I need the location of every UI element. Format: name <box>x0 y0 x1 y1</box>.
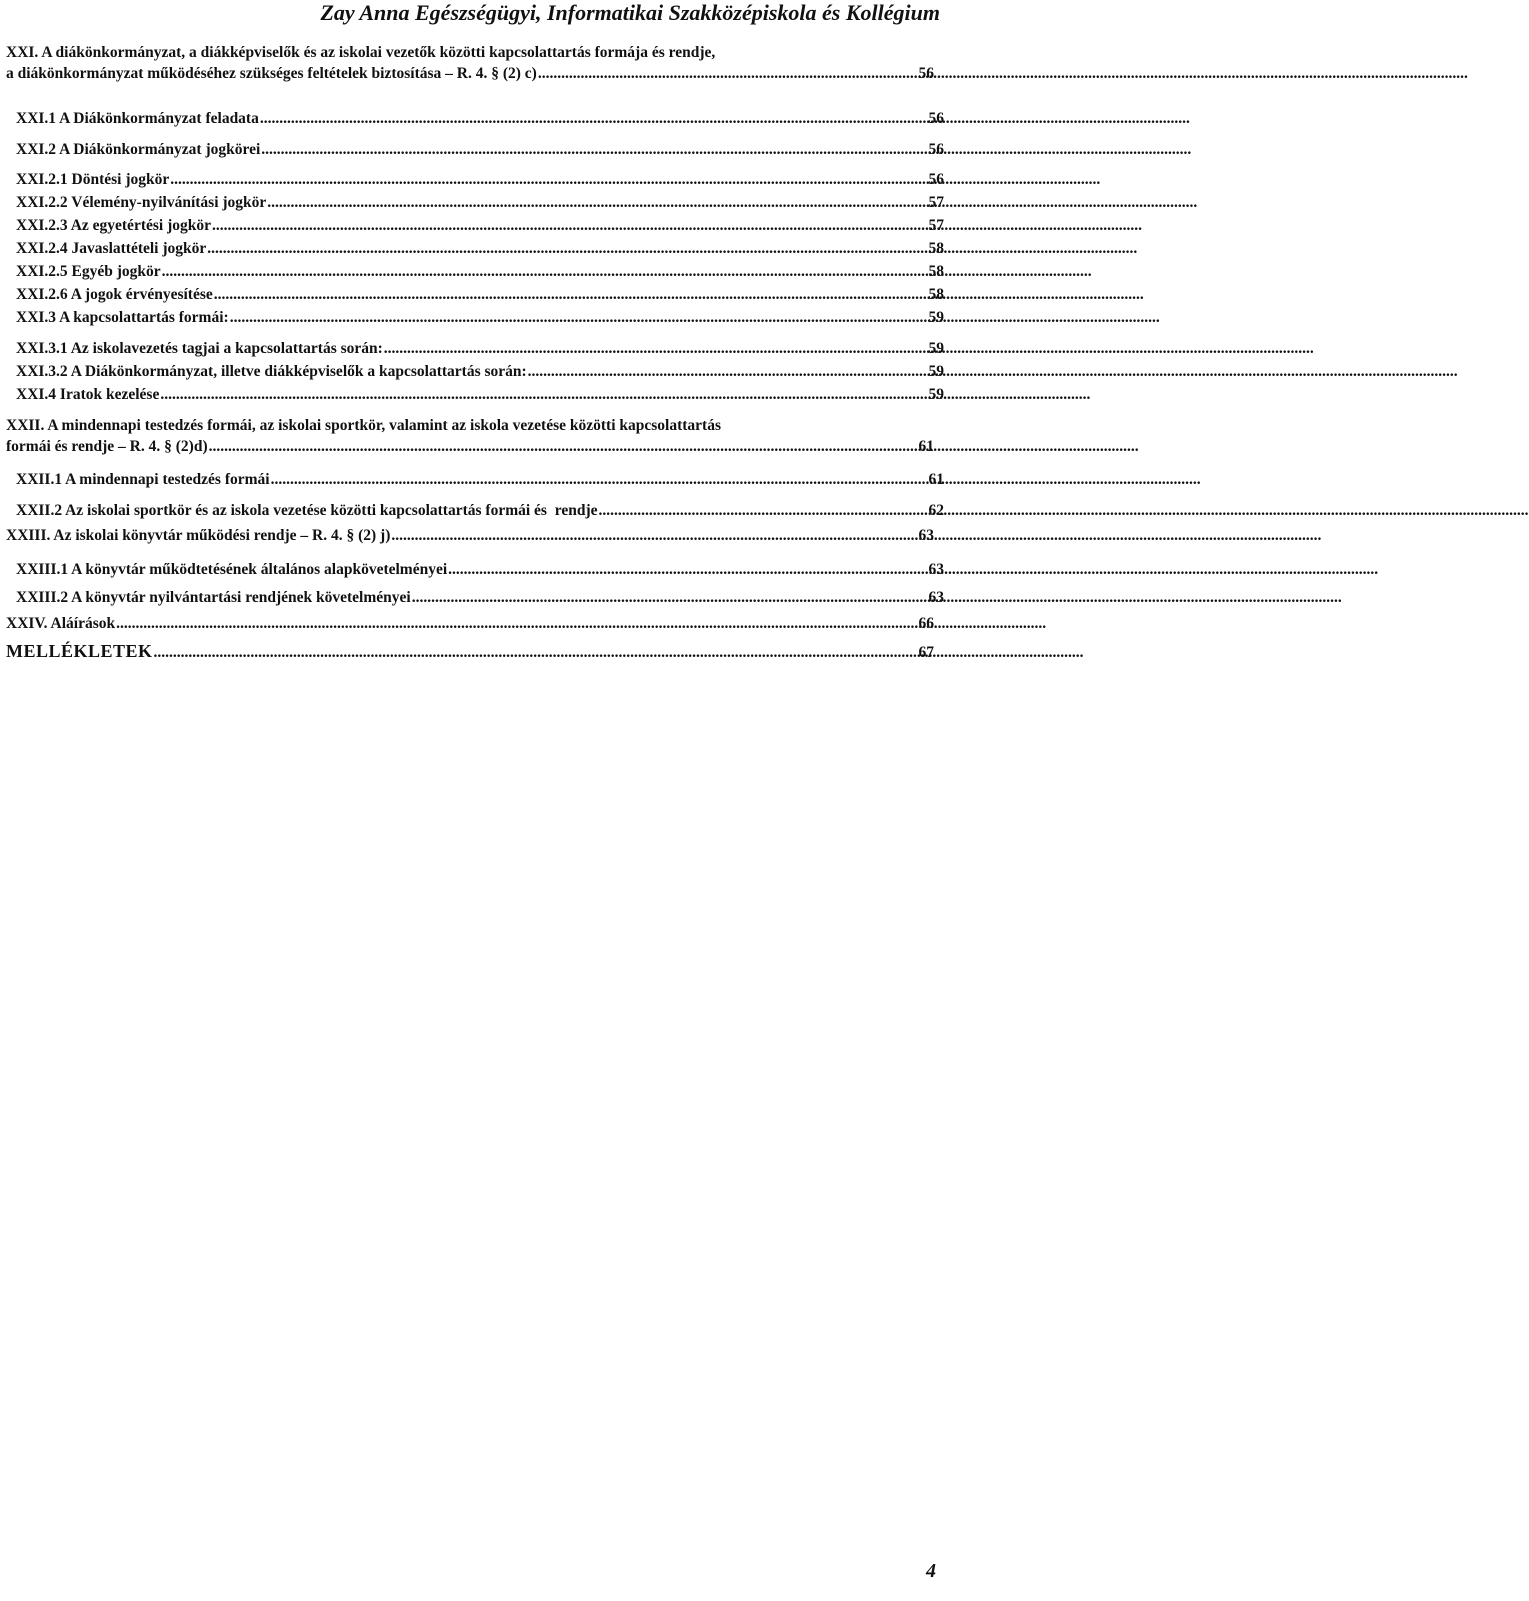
toc-page-number: 67 <box>918 644 934 661</box>
toc-entry-text: XXIII.1 A könyvtár működtetésének általános alapkövetelményei <box>16 561 448 578</box>
toc-leader-dots <box>261 139 927 160</box>
toc-page-number: 59 <box>928 309 944 326</box>
toc-page-number: 59 <box>928 386 944 403</box>
toc-leader-dots <box>160 384 927 405</box>
toc-entry-text: XXI.1 A Diákönkormányzat feladata <box>16 110 259 127</box>
page-number: 4 <box>926 1560 936 1582</box>
toc-leader-dots <box>391 525 917 546</box>
toc-entry-line1: XXI. A diákönkormányzat, a diákképviselők és az iskolai vezetők közötti kapcsolattartás formája és rendje, <box>6 44 716 61</box>
toc-entry-text: XXII.2 Az iskolai sportkör és az iskola vezetése közötti kapcsolattartás formái és <box>16 502 547 519</box>
page-header-title: Zay Anna Egészségügyi, Informatikai Szakközépiskola és Kollégium <box>320 0 940 25</box>
toc-entry-text: XXI.4 Iratok kezelése <box>16 386 160 403</box>
toc-entry-xxi-2-5[interactable] <box>6 261 944 282</box>
toc-entry-text: XXI.3 A kapcsolattartás formái: <box>16 309 229 326</box>
toc-leader-dots <box>214 284 928 305</box>
toc-entry-text: XXIII. Az iskolai könyvtár működési rendje – R. 4. § (2) j) <box>6 527 391 544</box>
toc-entry-xxi-3[interactable] <box>6 307 944 328</box>
toc-entry-xxi-3-2[interactable] <box>6 361 944 382</box>
toc-entry-xxi-2-6[interactable] <box>6 284 944 305</box>
toc-leader-dots <box>209 436 918 457</box>
toc-leader-dots <box>162 261 928 282</box>
toc-entry-xxi-3-1[interactable] <box>6 338 944 359</box>
toc-leader-dots <box>384 338 928 359</box>
toc-page-number: 63 <box>928 589 944 606</box>
toc-page-number: 58 <box>928 286 944 303</box>
toc-entry-xxii-2[interactable] <box>6 500 944 521</box>
toc-entry-text: XXIV. Aláírások <box>6 615 116 632</box>
toc-leader-dots <box>448 559 927 580</box>
toc-entry-text: a diákönkormányzat működéséhez szükséges feltételek biztosítása – R. 4. § (2) c) <box>6 65 537 82</box>
toc-leader-dots <box>599 500 928 521</box>
toc-entry-xxi[interactable] <box>6 42 934 84</box>
toc-entry-text: XXII.1 A mindennapi testedzés formái <box>16 471 270 488</box>
toc-page-number: 58 <box>928 263 944 280</box>
toc-page-number: 59 <box>928 340 944 357</box>
toc-leader-dots <box>260 108 928 129</box>
toc-entry-xxiv[interactable] <box>6 613 934 634</box>
toc-entry-text: XXI.2.5 Egyéb jogkör <box>16 263 161 280</box>
toc-entry-xxi-1[interactable] <box>6 108 944 129</box>
toc-leader-dots <box>267 192 927 213</box>
toc-page-number: 63 <box>918 527 934 544</box>
toc-page-number: 56 <box>918 65 934 82</box>
toc-entry-text: MELLÉKLETEK <box>6 641 153 661</box>
toc-entry-xxi-2-2[interactable] <box>6 192 944 213</box>
toc-page-number: 56 <box>928 141 944 158</box>
toc-entry-text: XXI.2.4 Javaslattételi jogkör <box>16 240 207 257</box>
toc-leader-dots <box>412 587 928 608</box>
toc-leader-dots <box>230 307 928 328</box>
toc-page-number: 61 <box>918 438 934 455</box>
toc-leader-dots <box>207 238 927 259</box>
toc-leader-dots <box>212 215 928 236</box>
toc-entry-xxii[interactable] <box>6 415 934 457</box>
toc-page-number: 57 <box>928 194 944 211</box>
toc-entry-text: XXI.2 A Diákönkormányzat jogkörei <box>16 141 261 158</box>
toc-page-number: 62 <box>928 502 944 519</box>
toc-entry-line1: XXII. A mindennapi testedzés formái, az iskolai sportkör, valamint az iskola vezetése közötti kapcsolattartás <box>6 417 721 434</box>
toc-entry-xxi-4[interactable] <box>6 384 944 405</box>
toc-entry-text: XXI.2.1 Döntési jogkör <box>16 171 170 188</box>
toc-entry-xxi-2-3[interactable] <box>6 215 944 236</box>
toc-leader-dots <box>271 469 928 490</box>
toc-entry-text: XXI.2.3 Az egyetértési jogkör <box>16 217 211 234</box>
toc-leader-dots <box>528 361 928 382</box>
toc-leader-dots <box>538 63 918 84</box>
toc-entry-xxi-2[interactable] <box>6 139 944 160</box>
toc-leader-dots <box>116 613 917 634</box>
toc-page-number: 61 <box>928 471 944 488</box>
toc-page-number: 66 <box>918 615 934 632</box>
toc-entry-xxiii-2[interactable] <box>6 587 944 608</box>
toc-entry-text: XXI.3.1 Az iskolavezetés tagjai a kapcsolattartás során: <box>16 340 383 357</box>
toc-entry-xxi-2-1[interactable] <box>6 169 944 190</box>
toc-page-number: 56 <box>928 171 944 188</box>
toc-entry-text: XXI.2.6 A jogok érvényesítése <box>16 286 213 303</box>
toc-leader-dots <box>154 642 918 663</box>
toc-entry-text: XXIII.2 A könyvtár nyilvántartási rendjének követelményei <box>16 589 411 606</box>
toc-leader-dots <box>170 169 927 190</box>
toc-page-number: 58 <box>928 240 944 257</box>
toc-page-number: 56 <box>928 110 944 127</box>
toc-page-number: 63 <box>928 561 944 578</box>
toc-entry-xxii-1[interactable] <box>6 469 944 490</box>
toc-entry-xxiii[interactable] <box>6 525 934 546</box>
toc-entry-xxi-2-4[interactable] <box>6 238 944 259</box>
toc-entry-text-continued: rendje <box>554 502 598 519</box>
toc-page-number: 57 <box>928 217 944 234</box>
toc-entry-text: formái és rendje – R. 4. § (2)d) <box>6 438 208 455</box>
toc-entry-text: XXI.2.2 Vélemény-nyilvánítási jogkör <box>16 194 267 211</box>
toc-entry-text: XXI.3.2 A Diákönkormányzat, illetve diákképviselők a kapcsolattartás során: <box>16 363 527 380</box>
toc-page-number: 59 <box>928 363 944 380</box>
toc-entry-xxiii-1[interactable] <box>6 559 944 580</box>
toc-entry-mellekletek[interactable] <box>6 641 934 663</box>
